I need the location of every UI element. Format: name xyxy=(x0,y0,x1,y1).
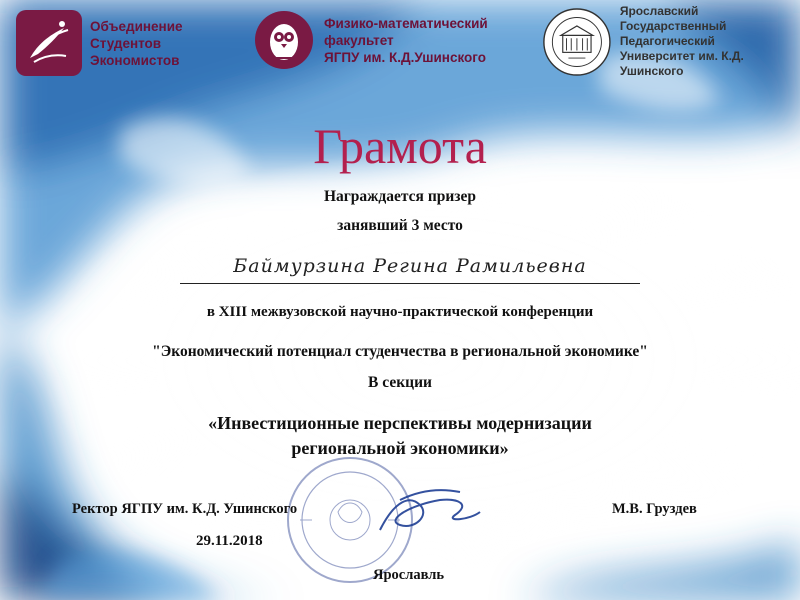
rector-title: Ректор ЯГПУ им. К.Д. Ушинского xyxy=(72,501,298,517)
student-union-name: Объединение Студентов Экономистов xyxy=(90,18,183,68)
section-label: В секции xyxy=(368,374,432,391)
university-seal-icon xyxy=(542,5,612,79)
conference-line: в XIII межвузовской научно-практической конференции xyxy=(206,304,594,320)
conference-theme: "Экономический потенциал студенчества в региональной экономике" xyxy=(152,343,648,360)
student-union-block xyxy=(16,10,183,76)
recipient-name: Баймурзина Регина Рамильевна xyxy=(180,255,640,284)
faculty-block xyxy=(254,10,488,70)
certificate-city: Ярославль xyxy=(373,567,445,583)
place-line: занявший 3 место xyxy=(337,217,463,234)
faculty-name: Физико-математический факультет ЯГПУ им. К.Д.Ушинского xyxy=(324,15,488,65)
university-block xyxy=(542,4,800,79)
certificate-date: 29.11.2018 xyxy=(196,533,263,549)
section-title-line2: региональной экономики» xyxy=(291,438,509,458)
award-line: Награждается призер xyxy=(323,188,477,205)
university-name: Ярославский Государственный Педагогический Университет им. К.Д. Ушинского xyxy=(619,4,744,78)
student-union-logo-icon xyxy=(16,10,82,76)
certificate-title: Грамота xyxy=(313,118,487,174)
rector-name: М.В. Груздев xyxy=(612,501,697,517)
section-title-line1: «Инвестиционные перспективы модернизации xyxy=(208,413,592,433)
owl-logo-icon xyxy=(254,10,314,70)
